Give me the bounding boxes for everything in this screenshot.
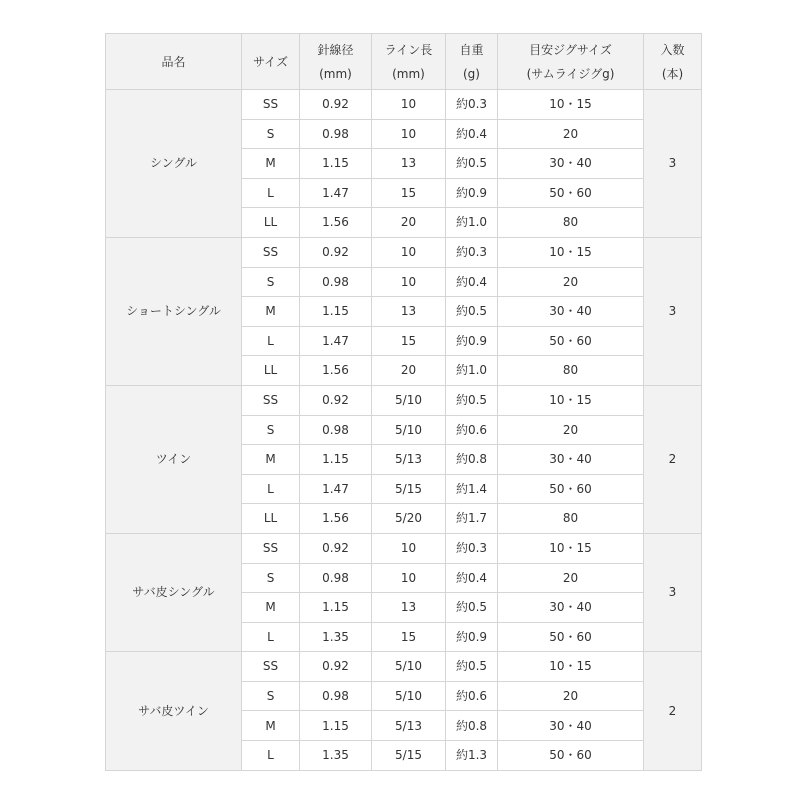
cell-wire-diameter: 1.56: [300, 208, 372, 238]
cell-jig-size: 20: [498, 563, 644, 593]
cell-weight: 約0.8: [446, 445, 498, 475]
cell-line-length: 20: [372, 208, 446, 238]
cell-line-length: 15: [372, 178, 446, 208]
cell-jig-size: 50・60: [498, 178, 644, 208]
header-quantity: [644, 34, 702, 90]
header-row: [106, 34, 702, 90]
cell-line-length: 10: [372, 533, 446, 563]
cell-quantity: 3: [644, 533, 702, 651]
cell-size: M: [242, 149, 300, 179]
cell-size: S: [242, 563, 300, 593]
cell-weight: 約0.5: [446, 385, 498, 415]
cell-line-length: 5/13: [372, 711, 446, 741]
cell-line-length: 15: [372, 622, 446, 652]
cell-wire-diameter: 0.92: [300, 237, 372, 267]
cell-size: SS: [242, 237, 300, 267]
cell-weight: 約0.8: [446, 711, 498, 741]
cell-line-length: 10: [372, 267, 446, 297]
cell-jig-size: 30・40: [498, 711, 644, 741]
cell-jig-size: 50・60: [498, 326, 644, 356]
cell-weight: 約1.4: [446, 474, 498, 504]
cell-wire-diameter: 1.47: [300, 474, 372, 504]
cell-wire-diameter: 1.56: [300, 356, 372, 386]
cell-line-length: 10: [372, 90, 446, 120]
header-unit: (g): [463, 66, 480, 81]
cell-size: LL: [242, 208, 300, 238]
cell-line-length: 5/20: [372, 504, 446, 534]
header-product-name: [106, 34, 242, 90]
cell-jig-size: 80: [498, 356, 644, 386]
cell-weight: 約0.3: [446, 533, 498, 563]
cell-size: S: [242, 415, 300, 445]
cell-weight: 約1.0: [446, 356, 498, 386]
cell-weight: 約0.6: [446, 681, 498, 711]
cell-line-length: 10: [372, 237, 446, 267]
cell-weight: 約1.3: [446, 741, 498, 771]
cell-size: SS: [242, 652, 300, 682]
cell-size: LL: [242, 356, 300, 386]
header-jig-size: [498, 34, 644, 90]
cell-size: S: [242, 267, 300, 297]
header-label: ライン長: [384, 42, 433, 57]
cell-wire-diameter: 1.15: [300, 149, 372, 179]
cell-line-length: 5/10: [372, 415, 446, 445]
cell-weight: 約0.4: [446, 267, 498, 297]
cell-line-length: 15: [372, 326, 446, 356]
cell-line-length: 10: [372, 563, 446, 593]
header-label: サイズ: [252, 54, 289, 69]
cell-jig-size: 30・40: [498, 149, 644, 179]
table-row: [106, 90, 702, 120]
cell-weight: 約0.5: [446, 652, 498, 682]
cell-product-name: ショートシングル: [106, 237, 242, 385]
header-line-length: [372, 34, 446, 90]
cell-jig-size: 10・15: [498, 385, 644, 415]
cell-jig-size: 10・15: [498, 237, 644, 267]
cell-line-length: 13: [372, 593, 446, 623]
header-label: 目安ジグサイズ: [529, 42, 612, 57]
cell-wire-diameter: 1.35: [300, 741, 372, 771]
cell-weight: 約1.7: [446, 504, 498, 534]
header-unit: (mm): [392, 66, 425, 81]
cell-jig-size: 30・40: [498, 297, 644, 327]
cell-weight: 約0.5: [446, 297, 498, 327]
cell-wire-diameter: 0.92: [300, 385, 372, 415]
cell-size: M: [242, 711, 300, 741]
cell-wire-diameter: 0.92: [300, 90, 372, 120]
cell-wire-diameter: 0.98: [300, 563, 372, 593]
cell-wire-diameter: 1.47: [300, 178, 372, 208]
cell-size: M: [242, 445, 300, 475]
cell-jig-size: 30・40: [498, 445, 644, 475]
header-label: 入数: [660, 42, 685, 57]
cell-weight: 約0.6: [446, 415, 498, 445]
cell-size: L: [242, 326, 300, 356]
cell-size: SS: [242, 533, 300, 563]
cell-wire-diameter: 0.98: [300, 681, 372, 711]
cell-size: L: [242, 622, 300, 652]
cell-weight: 約0.3: [446, 90, 498, 120]
cell-line-length: 5/15: [372, 741, 446, 771]
cell-wire-diameter: 1.47: [300, 326, 372, 356]
header-wire-diameter: [300, 34, 372, 90]
cell-quantity: 2: [644, 385, 702, 533]
cell-size: M: [242, 297, 300, 327]
cell-weight: 約0.5: [446, 149, 498, 179]
cell-line-length: 13: [372, 297, 446, 327]
cell-wire-diameter: 1.15: [300, 711, 372, 741]
cell-jig-size: 10・15: [498, 90, 644, 120]
cell-size: SS: [242, 90, 300, 120]
cell-weight: 約0.3: [446, 237, 498, 267]
spec-table: [105, 33, 702, 771]
header-label: 品名: [161, 54, 186, 69]
table-body: [106, 90, 702, 771]
cell-wire-diameter: 0.92: [300, 652, 372, 682]
cell-line-length: 5/10: [372, 385, 446, 415]
header-weight: [446, 34, 498, 90]
cell-wire-diameter: 1.56: [300, 504, 372, 534]
cell-size: S: [242, 681, 300, 711]
cell-wire-diameter: 1.35: [300, 622, 372, 652]
cell-line-length: 10: [372, 119, 446, 149]
cell-jig-size: 50・60: [498, 474, 644, 504]
cell-size: L: [242, 741, 300, 771]
table-row: [106, 385, 702, 415]
cell-wire-diameter: 0.92: [300, 533, 372, 563]
cell-jig-size: 80: [498, 208, 644, 238]
cell-wire-diameter: 1.15: [300, 445, 372, 475]
table-row: [106, 533, 702, 563]
header-unit: (サムライジグg): [526, 66, 615, 81]
cell-wire-diameter: 0.98: [300, 119, 372, 149]
cell-size: LL: [242, 504, 300, 534]
cell-jig-size: 20: [498, 119, 644, 149]
cell-size: M: [242, 593, 300, 623]
header-unit: (mm): [319, 66, 352, 81]
cell-jig-size: 80: [498, 504, 644, 534]
header-unit: (本): [661, 66, 684, 81]
cell-jig-size: 50・60: [498, 622, 644, 652]
cell-quantity: 3: [644, 237, 702, 385]
cell-weight: 約0.5: [446, 593, 498, 623]
cell-wire-diameter: 1.15: [300, 297, 372, 327]
cell-jig-size: 20: [498, 267, 644, 297]
cell-jig-size: 20: [498, 415, 644, 445]
table-header: [106, 34, 702, 90]
cell-weight: 約0.9: [446, 622, 498, 652]
cell-jig-size: 30・40: [498, 593, 644, 623]
cell-size: S: [242, 119, 300, 149]
cell-weight: 約0.4: [446, 119, 498, 149]
cell-weight: 約0.9: [446, 326, 498, 356]
cell-jig-size: 10・15: [498, 652, 644, 682]
header-label: 自重: [459, 42, 484, 57]
header-size: [242, 34, 300, 90]
cell-wire-diameter: 0.98: [300, 415, 372, 445]
cell-wire-diameter: 0.98: [300, 267, 372, 297]
cell-size: L: [242, 178, 300, 208]
cell-line-length: 5/13: [372, 445, 446, 475]
cell-weight: 約0.9: [446, 178, 498, 208]
cell-product-name: サバ皮ツイン: [106, 652, 242, 770]
cell-weight: 約1.0: [446, 208, 498, 238]
cell-quantity: 3: [644, 90, 702, 238]
cell-weight: 約0.4: [446, 563, 498, 593]
cell-jig-size: 50・60: [498, 741, 644, 771]
cell-size: L: [242, 474, 300, 504]
cell-quantity: 2: [644, 652, 702, 770]
table-row: [106, 237, 702, 267]
cell-product-name: サバ皮シングル: [106, 533, 242, 651]
cell-product-name: シングル: [106, 90, 242, 238]
header-label: 針線径: [317, 42, 354, 57]
table-row: [106, 652, 702, 682]
cell-line-length: 5/10: [372, 681, 446, 711]
cell-size: SS: [242, 385, 300, 415]
cell-jig-size: 10・15: [498, 533, 644, 563]
cell-jig-size: 20: [498, 681, 644, 711]
cell-line-length: 13: [372, 149, 446, 179]
cell-line-length: 5/10: [372, 652, 446, 682]
cell-product-name: ツイン: [106, 385, 242, 533]
cell-line-length: 20: [372, 356, 446, 386]
cell-line-length: 5/15: [372, 474, 446, 504]
cell-wire-diameter: 1.15: [300, 593, 372, 623]
